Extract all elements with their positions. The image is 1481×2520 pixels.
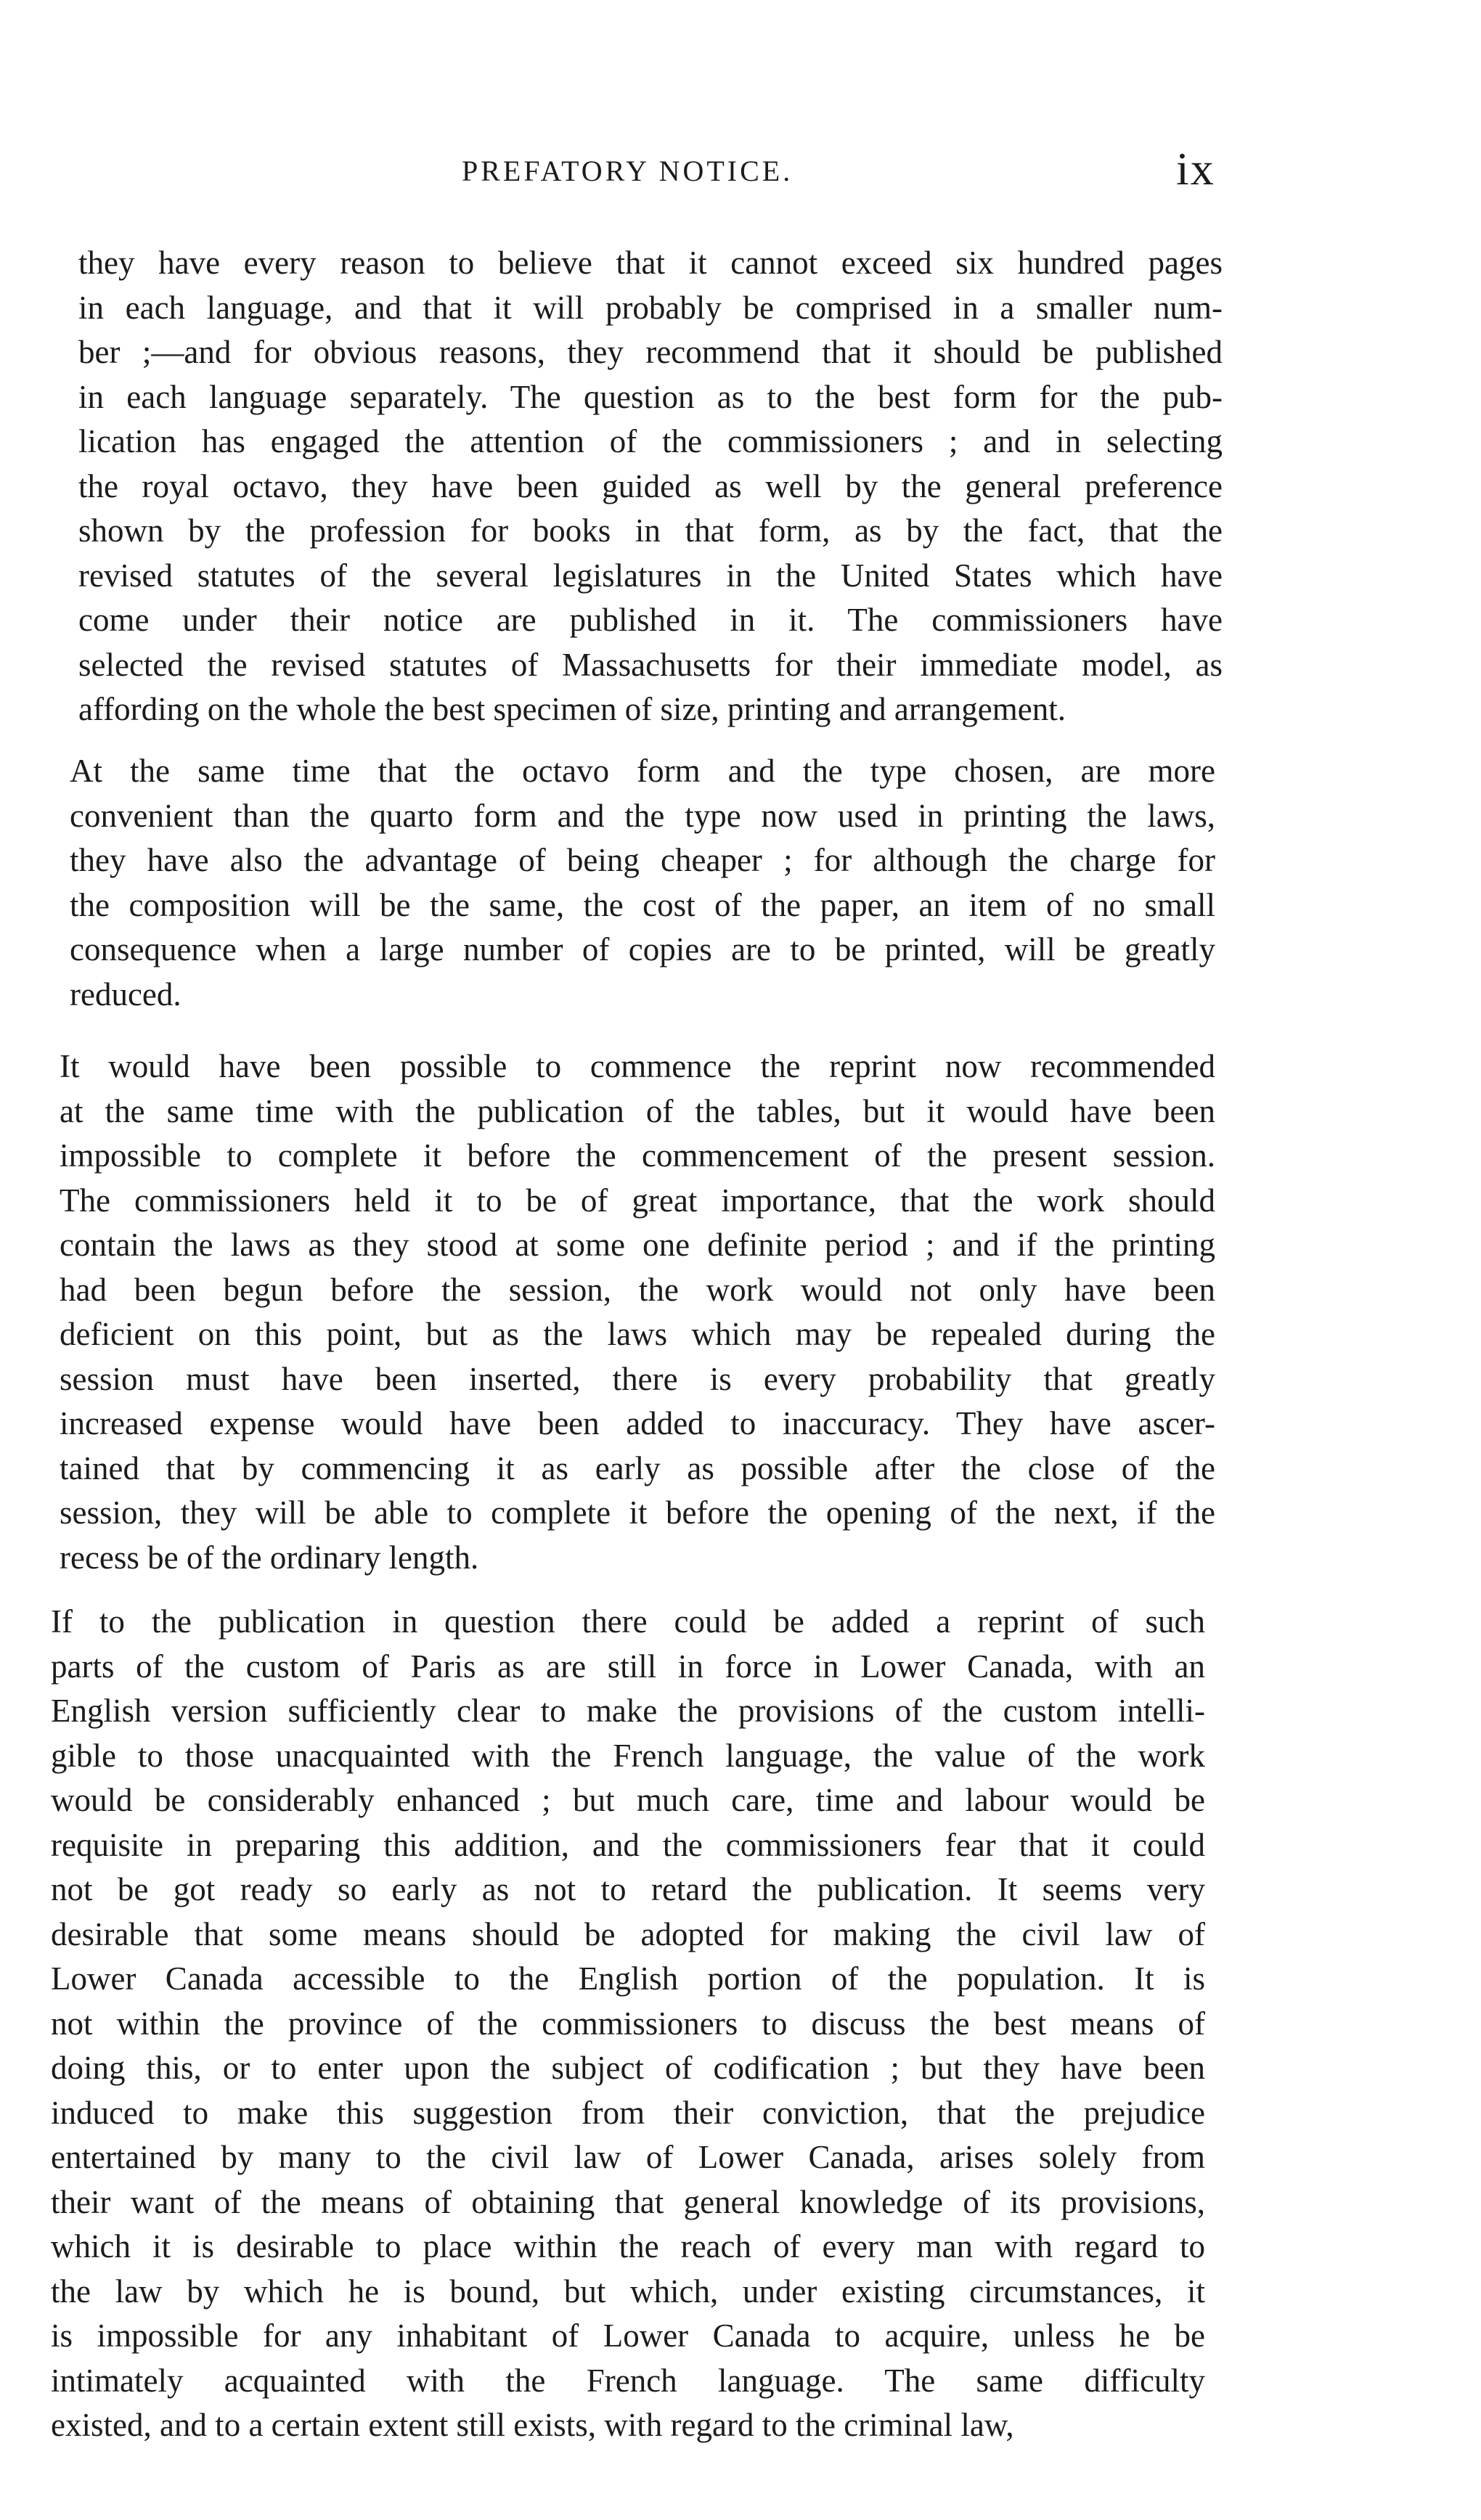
- text-line: had been begun before the session, the work would not only have been: [60, 1271, 1215, 1308]
- text-line: desirable that some means should be adopted for making the civil law of: [51, 1915, 1205, 1952]
- text-line: the law by which he is bound, but which, under existing circumstances, it: [51, 2272, 1205, 2310]
- text-line: they have every reason to believe that it cannot exceed six hundred pages: [78, 245, 1223, 281]
- text-line: at the same time with the publication of the tables, but it would have been: [60, 1092, 1215, 1129]
- text-line: session, they will be able to complete it before the opening of the next, if the: [60, 1494, 1215, 1531]
- text-line: doing this, or to enter upon the subject of codification ; but they have been: [51, 2050, 1205, 2086]
- text-line: shown by the profession for books in that form, as by the fact, that the: [78, 512, 1223, 549]
- paragraph: [51, 1600, 1205, 2448]
- text-line: their want of the means of obtaining that general knowledge of its provisions,: [51, 2183, 1205, 2220]
- text-line: is impossible for any inhabitant of Lower Canada to acquire, unless he be: [51, 2318, 1205, 2354]
- text-line: recess be of the ordinary length.: [60, 1539, 479, 1576]
- text-line: not within the province of the commissioners to discuss the best means of: [51, 2005, 1205, 2042]
- text-line: they have also the advantage of being cheaper ; for although the charge for: [70, 842, 1215, 878]
- text-line: The commissioners held it to be of great importance, that the work should: [60, 1182, 1215, 1219]
- text-line: session must have been inserted, there is every probability that greatly: [60, 1360, 1215, 1397]
- text-line: At the same time that the octavo form and the type chosen, are more: [70, 753, 1215, 789]
- text-line: existed, and to a certain extent still exists, with regard to the criminal law,: [51, 2407, 1014, 2443]
- text-line: reduced.: [70, 975, 181, 1012]
- text-line: gible to those unacquainted with the French language, the value of the work: [51, 1737, 1205, 1774]
- text-line: contain the laws as they stood at some one definite period ; and if the printing: [60, 1227, 1215, 1263]
- text-line: increased expense would have been added to inaccuracy. They have ascer-: [60, 1405, 1215, 1441]
- text-line: revised statutes of the several legislatures in the United States which have: [78, 557, 1223, 594]
- text-line: parts of the custom of Paris as are still in force in Lower Canada, with an: [51, 1648, 1205, 1685]
- text-line: entertained by many to the civil law of Lower Canada, arises solely from: [51, 2139, 1205, 2175]
- text-line: intimately acquainted with the French language. The same difficulty: [51, 2362, 1205, 2399]
- text-line: tained that by commencing it as early as possible after the close of the: [60, 1449, 1215, 1486]
- text-line: in each language separately. The question as to the best form for the pub-: [78, 378, 1223, 415]
- text-line: affording on the whole the best specimen of size, printing and arrangement.: [78, 691, 1066, 727]
- text-line: which it is desirable to place within the reach of every man with regard to: [51, 2228, 1205, 2265]
- paragraph: [60, 1044, 1215, 1580]
- text-line: convenient than the quarto form and the type now used in printing the laws,: [70, 797, 1215, 834]
- text-line: not be got ready so early as not to retard the publication. It seems very: [51, 1871, 1205, 1907]
- text-line: the composition will be the same, the cost of the paper, an item of no small: [70, 886, 1215, 923]
- text-line: impossible to complete it before the commencement of the present session.: [60, 1137, 1215, 1174]
- text-line: consequence when a large number of copies are to be printed, will be greatly: [70, 931, 1215, 968]
- running-title: PREFATORY NOTICE.: [462, 155, 793, 187]
- text-line: If to the publication in question there could be added a reprint of such: [51, 1603, 1205, 1640]
- paragraph: [70, 749, 1215, 1017]
- text-line: It would have been possible to commence the reprint now recommended: [60, 1048, 1215, 1084]
- text-line: come under their notice are published in it. The commissioners have: [78, 602, 1223, 638]
- page-number: ix: [1176, 143, 1215, 195]
- text-line: selected the revised statutes of Massachusetts for their immediate model, as: [78, 646, 1223, 683]
- running-head: [0, 145, 1481, 196]
- text-line: Lower Canada accessible to the English portion of the population. It is: [51, 1960, 1205, 1997]
- text-line: deficient on this point, but as the laws which may be repealed during the: [60, 1316, 1215, 1352]
- text-line: induced to make this suggestion from their conviction, that the prejudice: [51, 2094, 1205, 2131]
- text-line: requisite in preparing this addition, and the commissioners fear that it could: [51, 1826, 1205, 1863]
- text-line: lication has engaged the attention of the commissioners ; and in selecting: [78, 423, 1223, 459]
- text-line: the royal octavo, they have been guided as well by the general preference: [78, 467, 1223, 504]
- text-line: would be considerably enhanced ; but much care, time and labour would be: [51, 1782, 1205, 1818]
- text-line: English version sufficiently clear to make the provisions of the custom intelli-: [51, 1693, 1205, 1729]
- text-line: in each language, and that it will probably be comprised in a smaller num-: [78, 289, 1223, 326]
- text-line: ber ;—and for obvious reasons, they recommend that it should be published: [78, 334, 1223, 370]
- paragraph: [78, 241, 1223, 732]
